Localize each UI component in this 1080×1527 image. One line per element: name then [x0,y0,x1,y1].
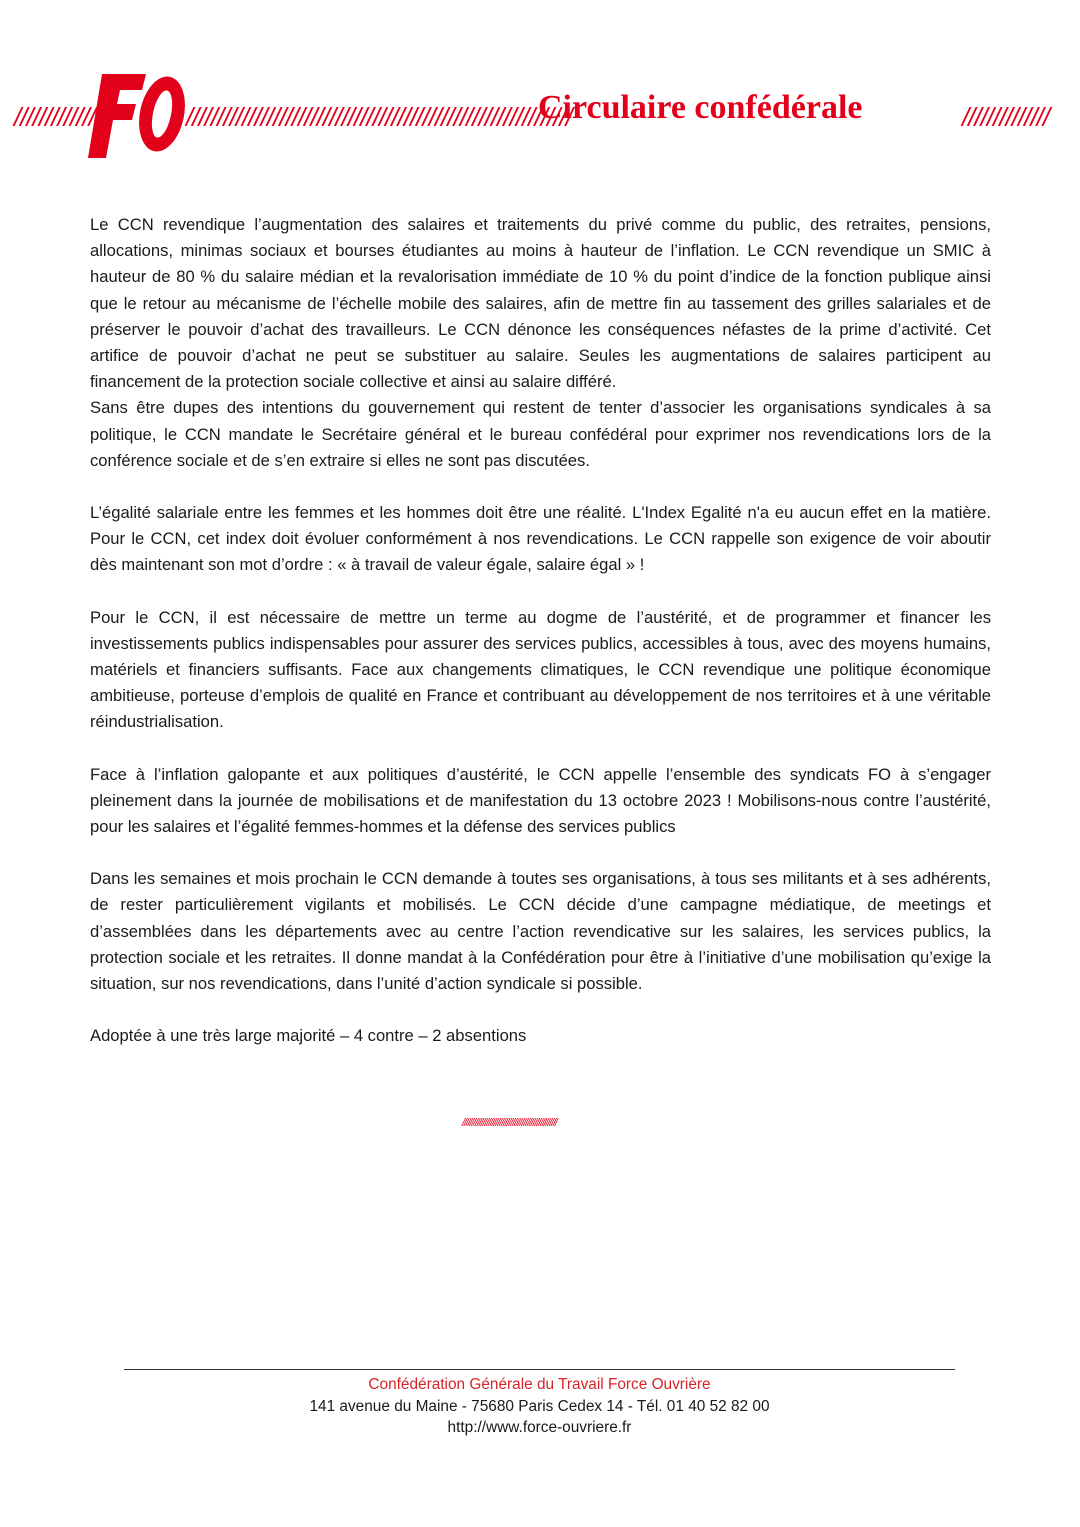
section-divider: /////////////////////////////////////////////////// [462,1117,557,1129]
paragraph-mobilisation: Face à l’inflation galopante et aux politiques d’austérité, le CCN appelle l’ensemble des syndicats FO à s’engager pleinement dans la journée de mobilisations et de manifestation du 13 octobre 2023 ! Mobilisons-nous contre l’austérité, pour les salaires et l’égalité femmes-hommes et la défense des services publics [90,764,991,837]
paragraph-salaries: Le CCN revendique l’augmentation des salaires et traitements du privé comme du public, des retraites, pensions, allocations, minimas sociaux et bourses étudiantes au moins à hauteur de l’inflation. Le CCN revendique un SMIC à hauteur de 80 % du salaire médian et la revalorisation immédiate de 10 % du point d’indice de la fonction publique ainsi que le retour au mécanisme de l’échelle mobile des salaires, afin de mettre fin au tassement des grilles salariales et de préserver le pouvoir d’achat des travailleurs. Le CCN dénonce les conséquences néfastes de la prime d’activité. Cet artifice de pouvoir d’achat ne peut se substituer au salaire. Seules les augmentations de salaires participent au financement de la protection sociale collective et ainsi au salaire différé. [90,215,991,392]
vote-result: Adoptée à une très large majorité – 4 contre – 2 absentions [90,1026,527,1046]
header-slashes-left: ///////////// [14,102,95,132]
header-slashes-middle: ////////////////////////////////////////////////////////////// [186,102,572,132]
document-header [0,70,1080,165]
paragraph-austerity: Pour le CCN, il est nécessaire de mettre un terme au dogme de l’austérité, et de programmer et financer les investissements publics indispensables pour assurer des services publics, accessibles à tous, avec des moyens humains, matériels et financiers suffisants. Face aux changements climatiques, le CCN revendique une politique économique ambitieuse, porteuse d’emplois de qualité en France et contribuant au développement de nos territoires et à une véritable réindustrialisation. [90,607,991,732]
document-title: Circulaire confédérale [538,89,863,126]
footer-divider [124,1369,955,1370]
document-body [90,212,991,1075]
header-slashes-right: ////////////// [962,102,1050,132]
document-footer [124,1374,955,1439]
paragraph-equality: L’égalité salariale entre les femmes et les hommes doit être une réalité. L'Index Egalité n'a eu aucun effet en la matière. Pour le CCN, cet index doit évoluer conformément à nos revendications. Le CCN rappelle son exigence de voir aboutir dès maintenant son mot d’ordre : « à travail de valeur égale, salaire égal » ! [90,503,991,575]
footer-address: 141 avenue du Maine - 75680 Paris Cedex 14 - Tél. 01 40 52 82 00 [309,1397,770,1415]
footer-organization: Confédération Générale du Travail Force Ouvrière [368,1376,711,1393]
paragraph-campaign: Dans les semaines et mois prochain le CCN demande à toutes ses organisations, à tous ses militants et à ses adhérents, de rester particulièrement vigilants et mobilisés. Le CCN décide d’une campagne médiatique, de meetings et d’assemblées dans les départements avec au centre l’action revendicative sur les salaires, les services publics, la protection sociale et les retraites. Il donne mandat à la Confédération pour être à l’initiative d’une mobilisation qu’exige la situation, sur nos revendications, dans l’unité d’action syndicale si possible. [90,869,991,994]
paragraph-government: Sans être dupes des intentions du gouvernement qui restent de tenter d’associer les organisations syndicales à sa politique, le CCN mandate le Secrétaire général et le bureau confédéral pour exprimer nos revendications lors de la conférence sociale et de s’en extraire si elles ne sont pas discutées. [90,398,991,470]
footer-url[interactable]: http://www.force-ouvriere.fr [447,1419,632,1436]
fo-logo [84,70,188,162]
